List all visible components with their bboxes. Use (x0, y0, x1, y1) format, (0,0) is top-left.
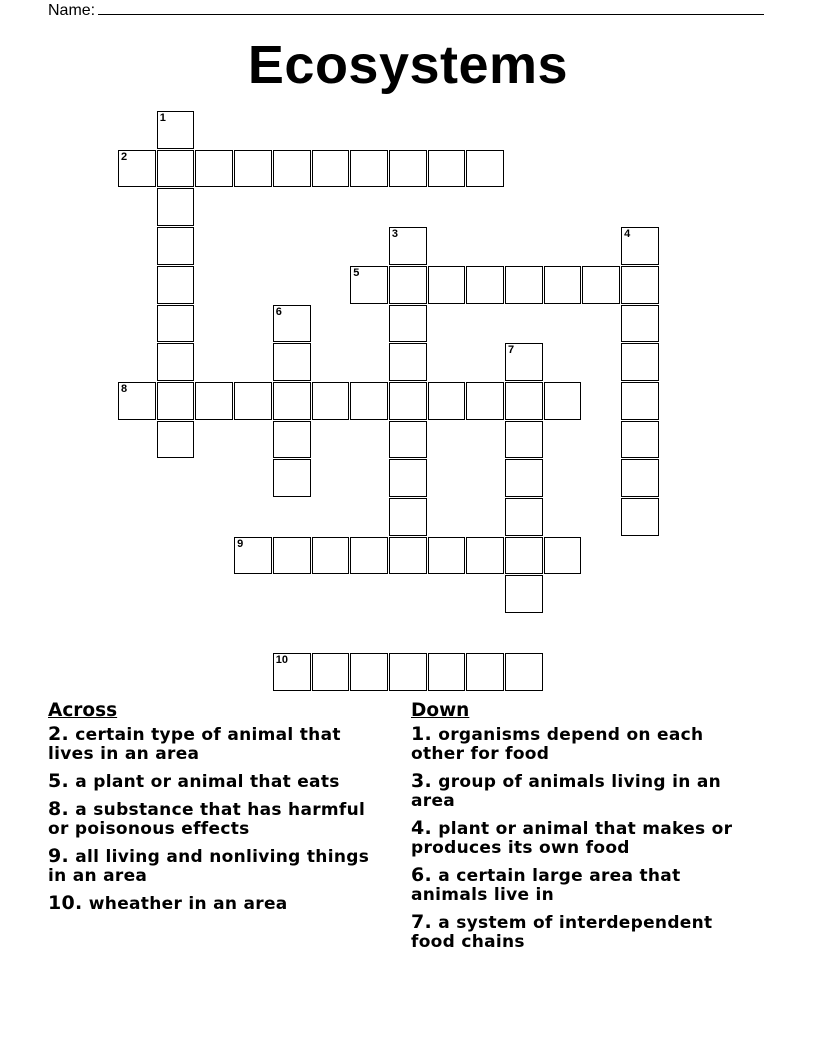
crossword-cell[interactable] (505, 537, 543, 575)
clue-text: plant or animal that makes or produces its own food (411, 819, 733, 858)
down-clue (411, 819, 761, 858)
crossword-cell[interactable] (312, 653, 350, 691)
crossword-cell[interactable] (505, 575, 543, 613)
clue-text: certain type of animal that lives in an area (48, 725, 341, 764)
clue-number: 3. (411, 770, 433, 792)
crossword-cell[interactable] (273, 653, 311, 691)
crossword-cell[interactable] (428, 266, 466, 304)
crossword-cell[interactable] (621, 343, 659, 381)
clue-text: all living and nonliving things in an area (48, 847, 370, 886)
crossword-cell[interactable] (195, 382, 233, 420)
crossword-cell[interactable] (621, 382, 659, 420)
crossword-cell[interactable] (505, 421, 543, 459)
clue-number-label: 6 (275, 305, 282, 318)
crossword-cell[interactable] (234, 382, 272, 420)
down-clue (411, 772, 761, 811)
clue-text: wheather in an area (88, 894, 288, 914)
crossword-cell[interactable] (118, 150, 156, 188)
crossword-cell[interactable] (389, 266, 427, 304)
crossword-cell[interactable] (389, 305, 427, 343)
crossword-cell[interactable] (157, 343, 195, 381)
crossword-cell[interactable] (389, 382, 427, 420)
across-clue (48, 772, 388, 792)
clue-text: a certain large area that animals live in (411, 866, 681, 905)
crossword-cell[interactable] (466, 266, 504, 304)
crossword-cell[interactable] (544, 266, 582, 304)
crossword-cell[interactable] (157, 227, 195, 265)
crossword-cell[interactable] (234, 537, 272, 575)
crossword-cell[interactable] (621, 421, 659, 459)
down-clue (411, 913, 761, 952)
clue-number-label: 4 (624, 228, 631, 241)
clue-number-label: 2 (121, 150, 128, 163)
clue-text: a substance that has harmful or poisonous effects (48, 800, 366, 839)
crossword-cell[interactable] (389, 653, 427, 691)
clue-number-label: 10 (275, 653, 289, 666)
across-heading: Across (48, 700, 118, 721)
crossword-cell[interactable] (505, 498, 543, 536)
crossword-cell[interactable] (505, 653, 543, 691)
clue-number-label: 3 (391, 228, 399, 241)
clue-text: organisms depend on each other for food (411, 725, 704, 764)
crossword-cell[interactable] (505, 459, 543, 497)
crossword-cell[interactable] (273, 537, 311, 575)
down-clue (411, 866, 761, 905)
crossword-cell[interactable] (544, 537, 582, 575)
crossword-cell[interactable] (389, 150, 427, 188)
crossword-cell[interactable] (621, 459, 659, 497)
crossword-cell[interactable] (273, 421, 311, 459)
crossword-cell[interactable] (157, 111, 195, 149)
crossword-cell[interactable] (312, 382, 350, 420)
clue-number: 6. (411, 864, 433, 886)
clue-text: group of animals living in an area (411, 772, 722, 811)
crossword-cell[interactable] (273, 459, 311, 497)
across-clue (48, 800, 388, 839)
clue-number: 7. (411, 911, 433, 933)
crossword-cell[interactable] (389, 498, 427, 536)
crossword-cell[interactable] (157, 266, 195, 304)
clue-number: 2. (48, 723, 70, 745)
crossword-cell[interactable] (428, 653, 466, 691)
crossword-cell[interactable] (273, 305, 311, 343)
crossword-cell[interactable] (505, 266, 543, 304)
crossword-cell[interactable] (466, 537, 504, 575)
clue-number-label: 8 (121, 382, 128, 395)
across-clue (48, 847, 388, 886)
crossword-cell[interactable] (544, 382, 582, 420)
clue-number-label: 9 (237, 537, 244, 550)
name-label: Name: (48, 2, 96, 19)
crossword-cell[interactable] (621, 227, 659, 265)
crossword-cell[interactable] (389, 343, 427, 381)
clue-number: 10. (48, 892, 83, 914)
clue-number-label: 5 (353, 266, 360, 279)
crossword-cell[interactable] (157, 150, 195, 188)
clue-number-label: 1 (159, 112, 166, 124)
crossword-cell[interactable] (428, 537, 466, 575)
crossword-cell[interactable] (389, 421, 427, 459)
across-clue (48, 894, 388, 914)
crossword-cell[interactable] (195, 150, 233, 188)
crossword-cell[interactable] (389, 537, 427, 575)
down-clue (411, 725, 761, 764)
clue-number: 8. (48, 798, 70, 820)
clue-text: a system of interdependent food chains (411, 913, 713, 952)
across-clues (48, 700, 388, 922)
clue-number: 4. (411, 817, 433, 839)
crossword-cell[interactable] (505, 343, 543, 381)
crossword-cell[interactable] (466, 150, 504, 188)
crossword-cell[interactable] (350, 266, 388, 304)
clue-number: 1. (411, 723, 433, 745)
crossword-cell[interactable] (428, 150, 466, 188)
crossword-cell[interactable] (273, 382, 311, 420)
crossword-cell[interactable] (621, 305, 659, 343)
across-clue (48, 725, 388, 764)
crossword-cell[interactable] (466, 382, 504, 420)
crossword-cell[interactable] (505, 382, 543, 420)
crossword-cell[interactable] (234, 150, 272, 188)
crossword-cell[interactable] (350, 382, 388, 420)
crossword-cell[interactable] (389, 459, 427, 497)
down-clues (411, 700, 761, 960)
clue-number-label: 7 (508, 344, 515, 357)
clue-text: a plant or animal that eats (75, 772, 340, 792)
crossword-cell[interactable] (312, 537, 350, 575)
crossword-cell[interactable] (273, 343, 311, 381)
crossword-cell[interactable] (118, 382, 156, 420)
clue-number: 5. (48, 770, 70, 792)
crossword-cell[interactable] (582, 266, 620, 304)
crossword-cell[interactable] (273, 150, 311, 188)
clue-number: 9. (48, 845, 70, 867)
crossword-cell[interactable] (157, 382, 195, 420)
crossword-cell[interactable] (350, 150, 388, 188)
crossword-cell[interactable] (350, 537, 388, 575)
down-heading: Down (411, 700, 470, 721)
crossword-cell[interactable] (157, 188, 195, 226)
crossword-cell[interactable] (428, 382, 466, 420)
crossword-cell[interactable] (621, 498, 659, 536)
crossword-cell[interactable] (621, 266, 659, 304)
crossword-cell[interactable] (157, 421, 195, 459)
crossword-cell[interactable] (350, 653, 388, 691)
crossword-cell[interactable] (157, 305, 195, 343)
crossword-cell[interactable] (389, 227, 427, 265)
page-title: Ecosystems (247, 35, 569, 95)
crossword-cell[interactable] (312, 150, 350, 188)
crossword-cell[interactable] (466, 653, 504, 691)
